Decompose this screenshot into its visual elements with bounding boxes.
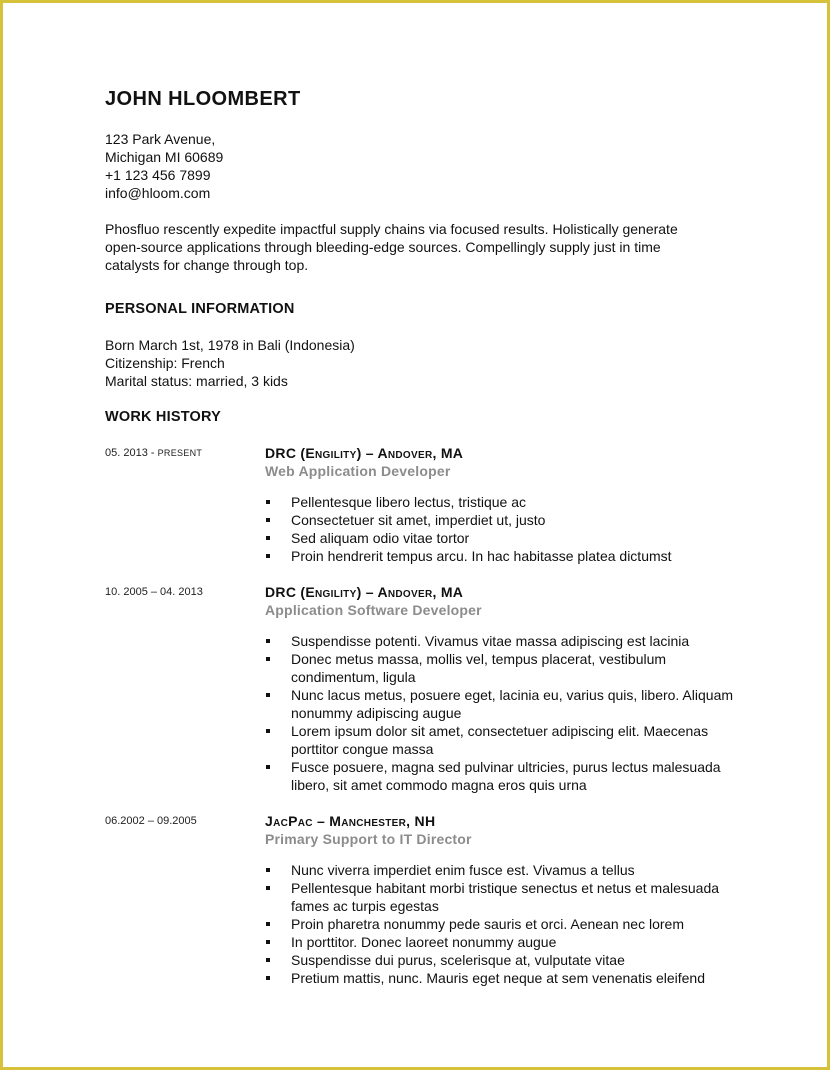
resume-content [105, 87, 745, 987]
job-date-start: 05. 2013 - [105, 447, 158, 459]
phone-number: +1 123 456 7899 [105, 167, 211, 183]
bullet-item: In porttitor. Donec laoreet nonummy augue [265, 933, 735, 951]
address-line-1: 123 Park Avenue, [105, 131, 216, 147]
job-role: Web Application Developer [265, 463, 451, 479]
work-history-heading: WORK HISTORY [105, 409, 221, 425]
bullet-item: Pellentesque habitant morbi tristique senectus et netus et malesuada fames ac turpis egestas [265, 879, 735, 915]
bullet-item: Fusce posuere, magna sed pulvinar ultricies, purus lectus malesuada libero, sit amet commodo magna eros quis urna [265, 758, 735, 794]
job-company: DRC (Engility) – Andover, MA [265, 584, 464, 600]
job-entry [105, 583, 745, 794]
job-dates: 10. 2005 – 04. 2013 [105, 586, 203, 598]
resume-name: JOHN HLOOMBERT [105, 88, 301, 110]
bullet-item: Proin pharetra nonummy pede sauris et orci. Aenean nec lorem [265, 915, 735, 933]
job-role: Primary Support to IT Director [265, 831, 472, 847]
citizenship-info: Citizenship: French [105, 355, 225, 371]
summary-line: open-source applications through bleeding-edge sources. Compellingly supply just in time [105, 239, 661, 255]
bullet-item: Lorem ipsum dolor sit amet, consectetuer adipiscing elit. Maecenas porttitor congue massa [265, 722, 735, 758]
job-entry [105, 812, 745, 987]
job-bullets [265, 861, 745, 987]
job-company: JacPac – Manchester, NH [265, 813, 436, 829]
job-dates [105, 446, 202, 460]
job-bullets [265, 632, 745, 794]
job-role: Application Software Developer [265, 602, 482, 618]
job-dates: 06.2002 – 09.2005 [105, 815, 197, 827]
summary-line: catalysts for change through top. [105, 257, 309, 273]
bullet-item: Nunc lacus metus, posuere eget, lacinia eu, varius quis, libero. Aliquam nonummy adipiscing augue [265, 686, 735, 722]
job-company: DRC (Engility) – Andover, MA [265, 445, 464, 461]
job-body [265, 812, 745, 987]
bullet-item: Suspendisse potenti. Vivamus vitae massa adipiscing est lacinia [265, 632, 735, 650]
job-bullets [265, 493, 745, 565]
personal-info-heading: PERSONAL INFORMATION [105, 301, 295, 317]
bullet-item: Donec metus massa, mollis vel, tempus placerat, vestibulum condimentum, ligula [265, 650, 735, 686]
summary-line: Phosfluo rescently expedite impactful supply chains via focused results. Holistically generate [105, 221, 678, 237]
job-entry [105, 444, 745, 565]
bullet-item: Nunc viverra imperdiet enim fusce est. Vivamus a tellus [265, 861, 735, 879]
marital-status: Marital status: married, 3 kids [105, 373, 288, 389]
bullet-item: Pellentesque libero lectus, tristique ac [265, 493, 735, 511]
birth-info: Born March 1st, 1978 in Bali (Indonesia) [105, 337, 355, 353]
personal-info [105, 336, 745, 390]
bullet-item: Suspendisse dui purus, scelerisque at, vulputate vitae [265, 951, 735, 969]
contact-block [105, 130, 745, 202]
job-body [265, 444, 745, 565]
job-date-end: PRESENT [157, 448, 203, 458]
address-line-2: Michigan MI 60689 [105, 149, 224, 165]
bullet-item: Sed aliquam odio vitae tortor [265, 529, 735, 547]
bullet-item: Proin hendrerit tempus arcu. In hac habitasse platea dictumst [265, 547, 735, 565]
bullet-item: Consectetuer sit amet, imperdiet ut, justo [265, 511, 735, 529]
email-address: info@hloom.com [105, 185, 211, 201]
job-body [265, 583, 745, 794]
summary-paragraph [105, 220, 715, 274]
bullet-item: Pretium mattis, nunc. Mauris eget neque at sem venenatis eleifend [265, 969, 735, 987]
